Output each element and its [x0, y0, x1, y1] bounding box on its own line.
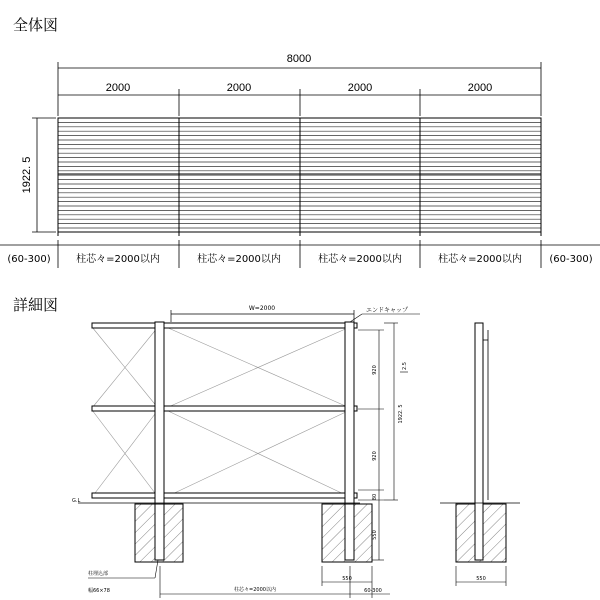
- post-spacing-1: 柱芯々=2000以内: [76, 254, 160, 265]
- upper-height-label: 920: [372, 365, 378, 375]
- panel-width-label-3: 2000: [347, 82, 373, 94]
- gap-bottom-label: 80: [372, 493, 378, 501]
- end-margin-label: 60-300: [364, 588, 382, 594]
- gap-top-label: 2.5: [402, 362, 408, 370]
- footing-width-label: 550: [342, 576, 352, 582]
- gl-label: G.L: [72, 498, 81, 504]
- spacing-dimension: [160, 566, 390, 598]
- overview-drawing: [0, 53, 600, 268]
- w-label: W=2000: [248, 305, 276, 312]
- embed-depth-label: 550: [372, 530, 378, 540]
- panel-width-label-2: 2000: [226, 82, 252, 94]
- post-embed-label: 柱埋込部: [88, 571, 109, 577]
- post-spacing-2: 柱芯々=2000以内: [197, 254, 281, 265]
- panel-width-label-4: 2000: [467, 82, 493, 94]
- side-view: [440, 323, 520, 586]
- lower-height-label: 920: [372, 451, 378, 461]
- detail-title: 詳細図: [13, 296, 59, 314]
- end-margin-right: (60-300): [549, 254, 593, 265]
- post-embed-size: 幅66×78: [88, 588, 110, 594]
- spacing-label: 柱芯々=2000以内: [234, 587, 276, 593]
- total-width-label: 8000: [286, 53, 312, 65]
- post-spacing-4: 柱芯々=2000以内: [438, 254, 522, 265]
- end-cap-leader: [350, 314, 420, 322]
- panel-width-label-1: 2000: [105, 82, 131, 94]
- total-height-label: 1922. 5: [398, 404, 404, 424]
- horizontal-rails: [92, 323, 357, 498]
- end-margin-left: (60-300): [7, 254, 51, 265]
- footings: [135, 504, 372, 562]
- detail-drawing: [72, 305, 520, 598]
- end-cap-label: エンドキャップ: [366, 307, 409, 314]
- height-dimension: [32, 118, 56, 232]
- overview-title: 全体図: [13, 16, 59, 34]
- post-spacing-3: 柱芯々=2000以内: [318, 254, 402, 265]
- height-label: 1922. 5: [21, 156, 33, 194]
- side-footing-width-label: 550: [476, 576, 486, 582]
- bracing-lines: [92, 327, 350, 497]
